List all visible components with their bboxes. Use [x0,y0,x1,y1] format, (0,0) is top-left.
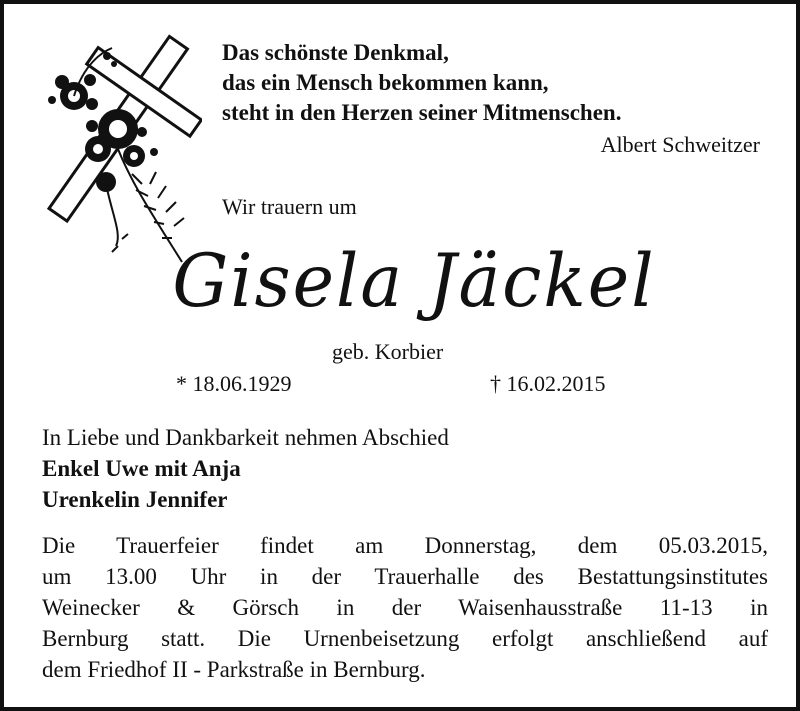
farewell-block [42,422,449,515]
ceremony-line: Weinecker & Görsch in der Waisenhausstraße 11-13 in [42,595,768,620]
birth-date: * 18.06.1929 [176,371,292,396]
quote-text [222,38,621,128]
ceremony-line: dem Friedhof II - Parkstraße in Bernburg. [42,657,426,682]
deceased-name: Gisela Jäckel [172,237,656,325]
mourner-name: Enkel Uwe mit Anja [42,456,241,481]
ceremony-line: Die Trauerfeier findet am Donnerstag, dem 05.03.2015, [42,533,768,558]
quote-line: das ein Mensch bekommen kann, [222,70,549,95]
death-date: † 16.02.2015 [490,371,606,396]
mourning-intro: Wir trauern um [222,194,357,219]
ceremony-line: Bernburg statt. Die Urnenbeisetzung erfolgt anschließend auf [42,626,768,651]
quote-author: Albert Schweitzer [600,132,760,157]
maiden-name: geb. Korbier [332,339,444,364]
farewell-line: In Liebe und Dankbarkeit nehmen Abschied [42,425,449,450]
ceremony-line: um 13.00 Uhr in der Trauerhalle des Bestattungsinstitutes [42,564,768,589]
quote-line: steht in den Herzen seiner Mitmenschen. [222,100,622,125]
ceremony-details [42,530,768,685]
mourner-name: Urenkelin Jennifer [42,487,228,512]
quote-line: Das schönste Denkmal, [222,40,449,65]
